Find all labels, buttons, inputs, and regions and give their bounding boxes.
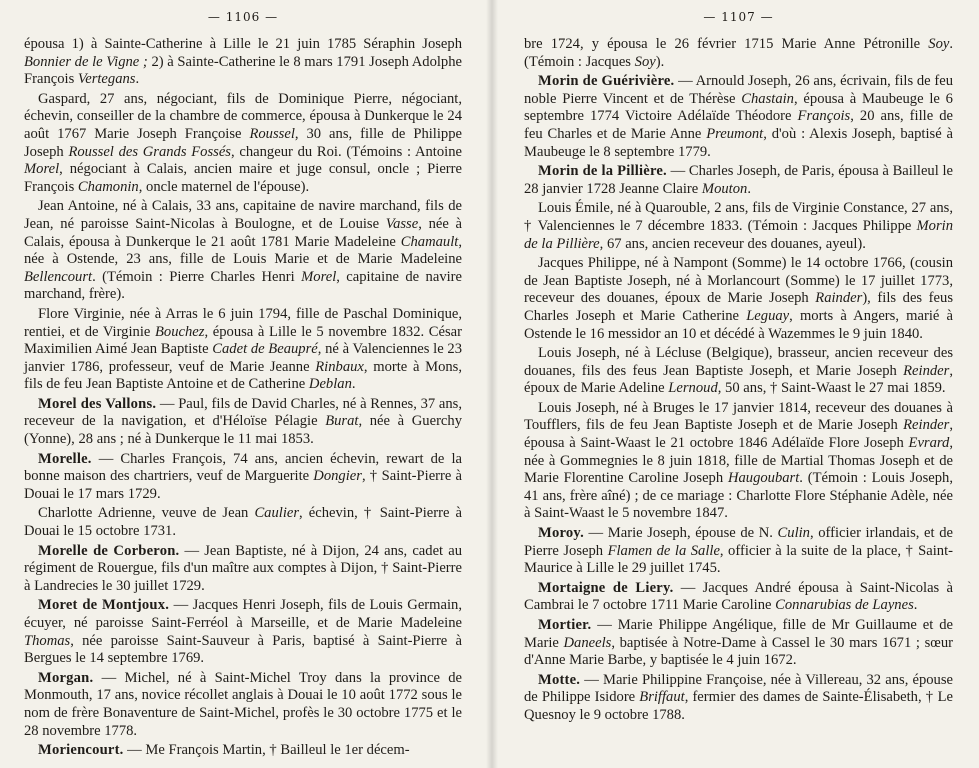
entry-text: — Marie Philippine Françoise, née à Villereau, 32 ans, épouse de Philippe Isidore: [524, 671, 953, 706]
entry-paragraph: [24, 543, 462, 596]
surname: Mouton: [701, 180, 748, 197]
surname: François: [797, 108, 851, 125]
surname: Burat: [325, 413, 359, 430]
entry-text: — Charles François, 74 ans, ancien échevin, rewart de la bonne maison des chartriers, veuf de Marguerite: [24, 450, 462, 485]
right-page-text: [524, 36, 953, 725]
surname: Leguay: [746, 307, 790, 324]
entry-heading: Moret de Montjoux.: [38, 597, 170, 614]
surname: Briffaut: [639, 689, 685, 706]
entry-text: — Arnould Joseph, 26 ans, écrivain, fils de feu noble Pierre Vincent et de Thérèse: [524, 73, 953, 107]
entry-text: , d'où : Alexis Joseph, baptisé à Maubeuge le 8 septembre 1779.: [524, 125, 953, 160]
surname: Roussel: [249, 125, 295, 142]
entry-text: 2) à Sainte-Catherine le 8 mars 1791 Joseph Adolphe François: [24, 53, 462, 88]
surname: Chamonin: [77, 178, 139, 195]
entry-text: , changeur du Roi. (Témoins : Antoine: [231, 143, 462, 160]
entry-text: , négociant à Calais, ancien maire et juge consul, oncle ; Pierre François: [24, 161, 462, 195]
surname: Lernoud: [668, 380, 718, 397]
entry-text: . (Témoin : Louis Joseph, 41 ans, frère aîné) ; de ce mariage : Charlotte Flore Stéphanie Adèle, née à Saint-Waast le 5 novembre 1847.: [524, 470, 953, 522]
entry-heading: Morel des Vallons.: [38, 395, 157, 412]
entry-paragraph: [24, 597, 462, 667]
surname: Bellencourt: [24, 268, 93, 285]
surname: Rainder: [815, 290, 863, 307]
entry-text: , échevin, † Saint-Pierre à Douai le 15 octobre 1731.: [24, 505, 462, 540]
entry-heading: Morin de la Pillière.: [538, 163, 667, 180]
entry-text: , époux de Marie Adeline: [524, 362, 953, 397]
entry-paragraph: [524, 525, 953, 578]
surname: Culin: [777, 525, 810, 542]
entry-text: , officier irlandais, et de Pierre Joseph: [524, 525, 953, 559]
entry-text: , oncle maternel de l'épouse).: [138, 178, 310, 195]
entry-text: — Michel, né à Saint-Michel Troy dans la province de Monmouth, 17 ans, novice récollet anglais à Douai le 10 août 1772 sous le nom de frère Bonaventure de Saint-Michel, profès le 30 octobre 1775 et le 28 novembre 1778.: [24, 669, 462, 739]
entry-heading: Moroy.: [538, 525, 584, 542]
entry-paragraph: [24, 91, 462, 197]
surname: Cadet de Beaupré: [212, 341, 318, 358]
entry-text: , † Saint-Pierre à Douai le 17 mars 1729.: [24, 468, 462, 502]
left-page-number: — 1106 —: [207, 10, 279, 24]
surname: Deblan: [308, 376, 352, 393]
entry-text: — Marie Philippe Angélique, fille de Mr Guillaume et de Marie: [524, 617, 953, 651]
entry-text: Jean Antoine, né à Calais, 33 ans, capitaine de navire marchand, fils de Jean, né paroisse Saint-Nicolas à Boulogne, et de Louise: [24, 198, 462, 232]
surname: Vasse: [385, 215, 419, 232]
entry-text: . (Témoin : Jacques: [524, 36, 953, 70]
surname: Evrard: [908, 435, 950, 452]
entry-text: , baptisée à Notre-Dame à Cassel le 30 mars 1671 ; sœur d'Anne Marie Barbe, y baptisée le 4 juin 1672.: [524, 634, 953, 669]
entry-paragraph: [524, 163, 953, 198]
entry-text: ).: [655, 53, 665, 70]
entry-text: Charlotte Adrienne, veuve de Jean: [38, 505, 255, 522]
entry-paragraph: [24, 396, 462, 449]
surname: Morel: [24, 161, 60, 178]
entry-paragraph: [524, 345, 953, 398]
entry-paragraph: [524, 36, 953, 71]
entry-text: bre 1724, y épousa le 26 février 1715 Marie Anne Pétronille: [524, 36, 929, 52]
entry-paragraph: [524, 580, 953, 615]
entry-paragraph: [24, 742, 462, 760]
surname: Soy: [634, 53, 656, 70]
entry-text: , née à Calais, épousa à Dunkerque le 21 août 1781 Marie Madeleine: [24, 215, 462, 250]
entry-heading: Morin de Guérivière.: [538, 73, 675, 90]
entry-text: Louis Joseph, né à Bruges le 17 janvier 1814, receveur des douanes à Toufflers, fils de feu Jean Baptiste Joseph et de Marie Joseph: [524, 399, 953, 434]
entry-paragraph: [524, 73, 953, 161]
entry-text: — Jacques Henri Joseph, fils de Louis Germain, écuyer, né paroisse Saint-Ferréol à Marseille, et de Marie Madeleine: [24, 597, 462, 631]
entry-text: , morte à Mons, fils de feu Jean Baptiste Antoine et de Catherine: [24, 358, 463, 393]
surname: Flamen de la Salle: [607, 542, 720, 559]
surname: Thomas: [24, 632, 71, 649]
entry-text: — Jacques André épousa à Saint-Nicolas à Cambrai le 7 octobre 1711 Marie Caroline: [524, 579, 953, 614]
entry-paragraph: [524, 617, 953, 670]
entry-text: , fermier des dames de Sainte-Élisabeth, † Le Quesnoy le 9 octobre 1788.: [524, 689, 953, 723]
entry-paragraph: [24, 306, 462, 394]
surname: Vertegans: [77, 71, 136, 88]
entry-text: , épousa à Lille le 5 novembre 1832. César Maximilien Aimé Jean Baptiste: [24, 323, 463, 358]
entry-paragraph: [24, 36, 462, 89]
entry-text: , née à Gommegnies le 8 juin 1818, fille de Martial Thomas Joseph et de Marie Florentine Caroline Joseph: [524, 435, 953, 487]
entry-text: — Me François Martin, † Bailleul le 1er décem-: [123, 742, 410, 759]
entry-heading: Morelle de Corberon.: [38, 542, 180, 559]
entry-text: , né à Valenciennes le 23 janvier 1786, professeur, veuf de Marie Jeanne: [24, 341, 462, 375]
entry-paragraph: [24, 198, 462, 304]
surname: Daneels: [563, 634, 612, 651]
surname: Soy: [928, 36, 950, 52]
entry-paragraph: [24, 505, 462, 540]
entry-text: — Paul, fils de David Charles, né à Rennes, 37 ans, receveur de la navigation, et d'Héloïse Pélagie: [24, 395, 462, 430]
entry-text: , capitaine de navire marchand, frère).: [24, 268, 463, 303]
entry-heading: Morgan.: [38, 669, 94, 686]
left-page-text: [24, 36, 462, 760]
surname: Caulier: [254, 505, 300, 522]
entry-text: , épousa à Maubeuge le 6 septembre 1774 Victoire Adélaïde Théodore: [524, 90, 953, 125]
entry-heading: Mortaigne de Liery.: [538, 579, 674, 596]
surname: Preumont: [706, 125, 764, 142]
right-page: [490, 0, 979, 768]
entry-text: .: [747, 180, 751, 197]
entry-text: — Marie Joseph, épouse de N.: [583, 525, 778, 542]
book-gutter: [486, 0, 498, 768]
entry-text: , épousa à Saint-Waast le 21 octobre 1846 Adélaïde Flore Joseph: [524, 417, 953, 452]
entry-text: Jacques Philippe, né à Nampont (Somme) le 14 octobre 1766, (cousin de Jean Baptiste Joseph, né à Morlancourt (Somme) le 17 juillet 1773, receveur des douanes, époux de Marie Joseph: [524, 255, 953, 307]
entry-text: , née paroisse Saint-Sauveur à Paris, baptisé à Saint-Pierre à Bergues le 14 septembre 1769.: [24, 632, 462, 667]
surname: Chamault: [400, 233, 459, 250]
surname: Bonnier de le Vigne ;: [24, 53, 148, 70]
entry-text: .: [351, 376, 356, 393]
surname: Chastain: [741, 90, 794, 107]
surname: Morin de la Pillière: [524, 217, 953, 252]
entry-paragraph: [24, 670, 462, 740]
entry-heading: Mortier.: [538, 617, 592, 633]
entry-heading: Motte.: [538, 671, 581, 688]
surname: Dongier: [313, 468, 362, 485]
entry-text: Louis Émile, né à Quarouble, 2 ans, fils de Virginie Constance, 27 ans, † Valenciennes le 7 décembre 1833. (Témoin : Jacques Philippe: [524, 200, 953, 234]
entry-text: , 20 ans, fille de feu Charles et de Marie Anne: [524, 108, 953, 142]
surname: Roussel des Grands Fossés: [68, 143, 231, 160]
surname: Morel: [301, 268, 337, 285]
entry-text: , née à Guerchy (Yonne), 28 ans ; né à Dunkerque le 11 mai 1853.: [24, 413, 462, 448]
entry-text: , née à Ostende, 23 ans, fille de Louis Marie et de Marie Madeleine: [24, 233, 462, 268]
entry-text: Flore Virginie, née à Arras le 6 juin 1794, fille de Paschal Dominique, rentiei, et de Virginie: [24, 305, 462, 340]
right-page-number: — 1107 —: [703, 10, 774, 24]
entry-text: — Jean Baptiste, né à Dijon, 24 ans, cadet au régiment de Rouergue, fils d'un maître aux comptes à Dijon, † Saint-Pierre à Landrecies le 30 juillet 1729.: [24, 542, 462, 594]
entry-text: . (Témoin : Pierre Charles Henri: [92, 268, 302, 285]
entry-paragraph: [524, 255, 953, 343]
entry-text: .: [135, 71, 140, 88]
entry-text: épousa 1) à Sainte-Catherine à Lille le 21 juin 1785 Séraphin Joseph: [24, 36, 462, 52]
surname: Rinbaux: [315, 358, 364, 375]
entry-text: , officier à la suite de la place, † Saint-Maurice à Lille le 29 juillet 1745.: [524, 542, 953, 577]
entry-paragraph: [524, 672, 953, 725]
entry-text: — Charles Joseph, de Paris, épousa à Bailleul le 28 janvier 1728 Jeanne Claire: [524, 163, 953, 197]
entry-text: ), fils des feus Charles Joseph et Marie Catherine: [524, 290, 953, 324]
entry-text: Louis Joseph, né à Lécluse (Belgique), brasseur, ancien receveur des douanes, fils des feus Jean Baptiste Joseph, et Marie Joseph: [524, 345, 953, 379]
surname: Reinder: [903, 362, 950, 379]
entry-text: , 30 ans, fille de Philippe Joseph: [24, 125, 462, 160]
entry-paragraph: [24, 451, 462, 504]
entry-text: , morts à Angers, marié à Ostende le 16 messidor an 10 et décédé à Wazemmes le 9 juin 1840.: [524, 307, 953, 342]
entry-text: , 67 ans, ancien receveur des douanes, ayeul).: [599, 235, 866, 252]
entry-paragraph: [524, 400, 953, 523]
surname: Connarubias de Laynes: [775, 597, 914, 614]
entry-heading: Morelle.: [38, 450, 92, 467]
surname: Reinder: [903, 417, 950, 434]
entry-text: Gaspard, 27 ans, négociant, fils de Dominique Pierre, négociant, échevin, conseiller de la chambre de commerce, épousa à Dunkerque le 24 août 1767 Marie Joseph Françoise: [24, 90, 462, 142]
surname: Haugoubart: [727, 470, 800, 487]
entry-text: .: [913, 597, 918, 614]
entry-text: , 50 ans, † Saint-Waast le 27 mai 1859.: [717, 380, 946, 397]
entry-paragraph: [524, 200, 953, 253]
surname: Bouchez: [155, 323, 205, 340]
entry-heading: Moriencourt.: [38, 742, 124, 759]
